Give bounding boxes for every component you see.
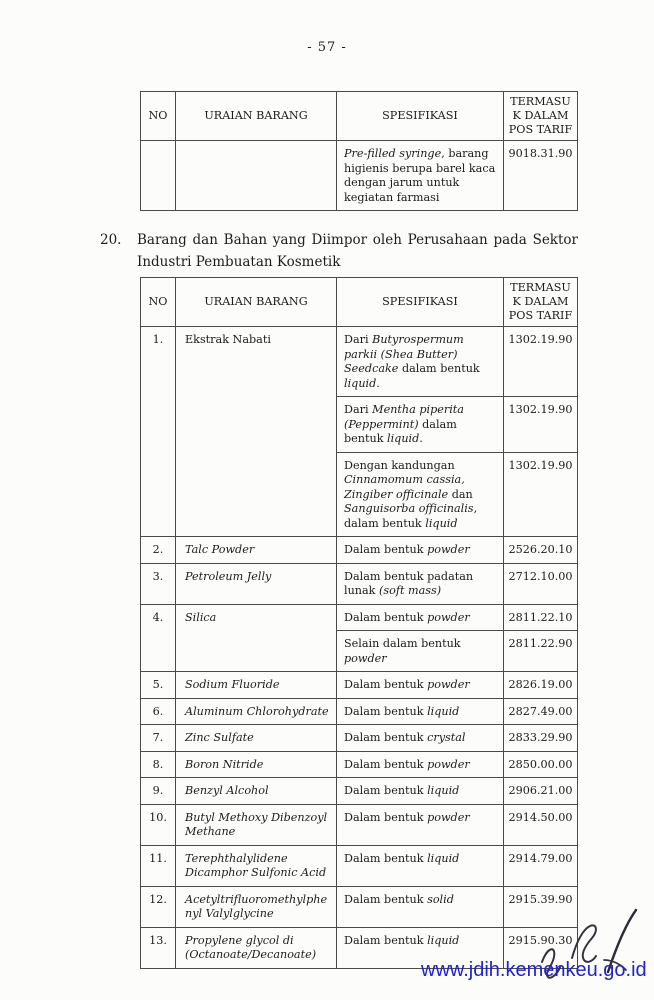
table-row	[141, 886, 578, 927]
uraian-barang-cell: Terephthalylidene Dicamphor Sulfonic Acid	[176, 845, 337, 886]
table-row	[141, 845, 578, 886]
no-cell: 13.	[141, 927, 176, 968]
header-cell-spesifikasi: SPESIFIKASI	[337, 278, 504, 327]
no-cell: 12.	[141, 886, 176, 927]
goods-table	[140, 277, 578, 969]
pos-tarif-cell: 2914.50.00	[504, 804, 578, 845]
section-number: 20.	[100, 232, 122, 248]
header-cell-uraian-barang: URAIAN BARANG	[176, 92, 337, 141]
section-title-line1: Barang dan Bahan yang Diimpor oleh Perusahaan pada Sektor	[137, 232, 578, 248]
pos-tarif-cell: 1302.19.90	[504, 452, 578, 537]
table-row	[141, 537, 578, 564]
uraian-barang-cell: Sodium Fluoride	[176, 672, 337, 699]
no-cell: 1.	[141, 327, 176, 537]
no-cell: 9.	[141, 778, 176, 805]
section-heading	[100, 230, 578, 273]
uraian-barang-cell: Zinc Sulfate	[176, 725, 337, 752]
no-cell: 11.	[141, 845, 176, 886]
spesifikasi-cell: Selain dalam bentuk powder	[337, 631, 504, 672]
uraian-barang-cell: Boron Nitride	[176, 751, 337, 778]
header-cell-no: NO	[141, 278, 176, 327]
spesifikasi-cell: Dalam bentuk padatan lunak (soft mass)	[337, 563, 504, 604]
uraian-barang-cell: Silica	[176, 604, 337, 672]
header-cell-pos-tarif: TERMASUK DALAM POS TARIF	[504, 92, 578, 141]
pos-tarif-cell: 2915.90.30	[504, 927, 578, 968]
no-cell: 4.	[141, 604, 176, 672]
kosmetik-sector-table	[140, 277, 578, 969]
spesifikasi-cell: Dalam bentuk solid	[337, 886, 504, 927]
spesifikasi-cell: Dari Butyrospermum parkii (Shea Butter) Seedcake dalam bentuk liquid.	[337, 327, 504, 397]
pos-tarif-cell: 2811.22.90	[504, 631, 578, 672]
no-cell: 2.	[141, 537, 176, 564]
table-row	[141, 698, 578, 725]
uraian-barang-cell: Petroleum Jelly	[176, 563, 337, 604]
pos-tarif-cell: 2827.49.00	[504, 698, 578, 725]
spesifikasi-cell: Dalam bentuk powder	[337, 537, 504, 564]
table-row	[141, 672, 578, 699]
pos-tarif-cell: 2826.19.00	[504, 672, 578, 699]
uraian-barang-cell: Propylene glycol di (Octanoate/Decanoate)	[176, 927, 337, 968]
no-cell: 7.	[141, 725, 176, 752]
no-cell: 10.	[141, 804, 176, 845]
pharma-sector-table	[140, 91, 578, 211]
spesifikasi-cell: Dalam bentuk liquid	[337, 698, 504, 725]
spesifikasi-cell: Dalam bentuk crystal	[337, 725, 504, 752]
spesifikasi-cell: Pre-filled syringe, barang higienis berupa barel kaca dengan jarum untuk kegiatan farmasi	[337, 141, 504, 211]
table-header-row	[141, 278, 578, 327]
table-header-row	[141, 92, 578, 141]
uraian-barang-cell: Aluminum Chlorohydrate	[176, 698, 337, 725]
header-cell-uraian-barang: URAIAN BARANG	[176, 278, 337, 327]
table-row	[141, 751, 578, 778]
table-row	[141, 725, 578, 752]
spesifikasi-cell: Dalam bentuk powder	[337, 751, 504, 778]
header-cell-pos-tarif: TERMASUK DALAM POS TARIF	[504, 278, 578, 327]
pos-tarif-cell: 2914.79.00	[504, 845, 578, 886]
pos-tarif-cell: 2906.21.00	[504, 778, 578, 805]
no-cell: 8.	[141, 751, 176, 778]
spesifikasi-cell: Dari Mentha piperita (Peppermint) dalam bentuk liquid.	[337, 397, 504, 453]
page-number: - 57 -	[307, 40, 347, 55]
jdih-footer-link[interactable]: www.jdih.kemenkeu.go.id	[421, 959, 647, 981]
header-cell-no: NO	[141, 92, 176, 141]
uraian-barang-cell: Benzyl Alcohol	[176, 778, 337, 805]
spesifikasi-cell: Dalam bentuk powder	[337, 804, 504, 845]
no-cell: 5.	[141, 672, 176, 699]
table-continuation	[140, 91, 578, 211]
table-row	[141, 141, 578, 211]
pos-tarif-cell: 2811.22.10	[504, 604, 578, 631]
pos-tarif-cell: 1302.19.90	[504, 327, 578, 397]
pos-tarif-cell: 1302.19.90	[504, 397, 578, 453]
spesifikasi-cell: Dalam bentuk liquid	[337, 845, 504, 886]
spesifikasi-cell: Dalam bentuk liquid	[337, 927, 504, 968]
table-row	[141, 327, 578, 397]
uraian-barang-cell: Acetyltrifluoromethylphenyl Valylglycine	[176, 886, 337, 927]
pos-tarif-cell: 2850.00.00	[504, 751, 578, 778]
pos-tarif-cell: 2712.10.00	[504, 563, 578, 604]
header-cell-spesifikasi: SPESIFIKASI	[337, 92, 504, 141]
spesifikasi-cell: Dalam bentuk liquid	[337, 778, 504, 805]
uraian-barang-cell: Talc Powder	[176, 537, 337, 564]
uraian-barang-cell: Ekstrak Nabati	[176, 327, 337, 537]
table-row	[141, 563, 578, 604]
no-cell: 3.	[141, 563, 176, 604]
section-title-line2: Industri Pembuatan Kosmetik	[137, 253, 341, 270]
no-cell	[141, 141, 176, 211]
table-row	[141, 804, 578, 845]
pos-tarif-cell: 2833.29.90	[504, 725, 578, 752]
pos-tarif-cell: 2526.20.10	[504, 537, 578, 564]
pos-tarif-cell: 9018.31.90	[504, 141, 578, 211]
uraian-barang-cell	[176, 141, 337, 211]
section-title	[137, 230, 578, 273]
spesifikasi-cell: Dalam bentuk powder	[337, 672, 504, 699]
pos-tarif-cell: 2915.39.90	[504, 886, 578, 927]
uraian-barang-cell: Butyl Methoxy Dibenzoyl Methane	[176, 804, 337, 845]
table-row	[141, 778, 578, 805]
spesifikasi-cell: Dengan kandungan Cinnamomum cassia, Zingiber officinale dan Sanguisorba officinalis, dalam bentuk liquid	[337, 452, 504, 537]
table-row	[141, 604, 578, 631]
no-cell: 6.	[141, 698, 176, 725]
spesifikasi-cell: Dalam bentuk powder	[337, 604, 504, 631]
